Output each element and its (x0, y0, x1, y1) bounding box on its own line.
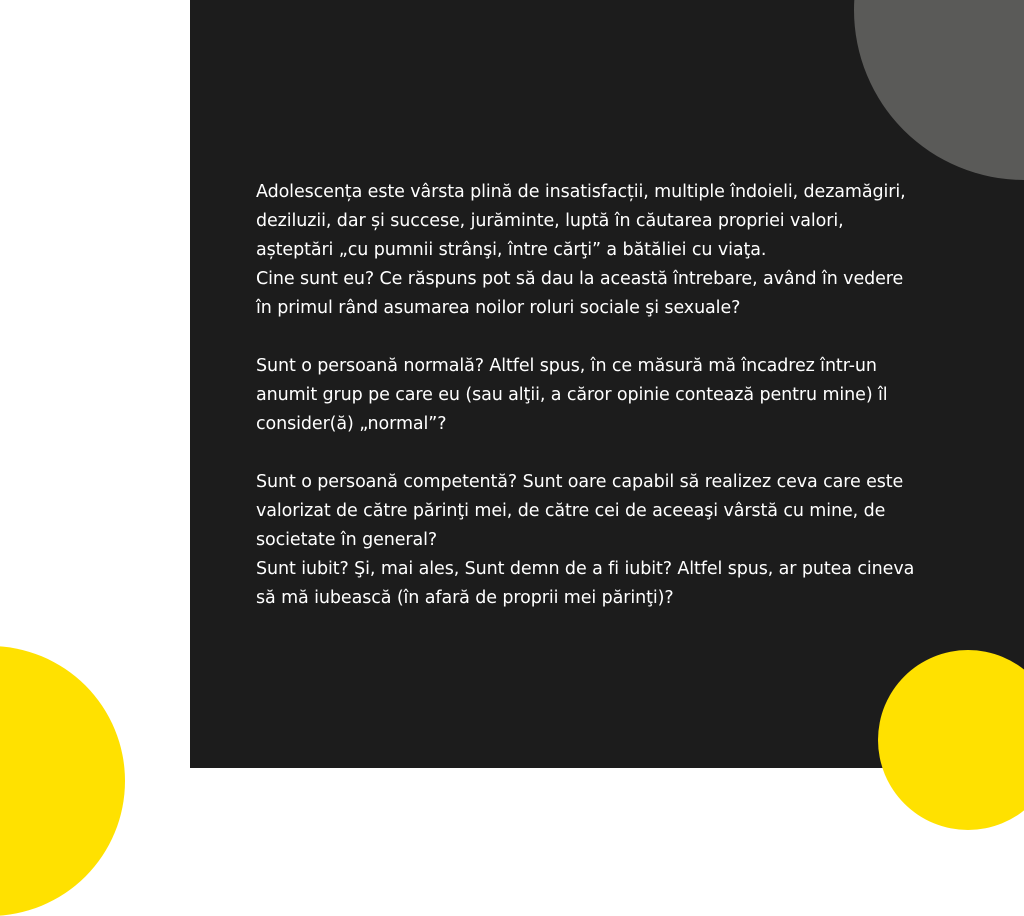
paragraph-normal: Sunt o persoană normală? Altfel spus, în ce măsură mă încadrez într-un anumit grup pe care eu (sau alţii, a căror opinie contează pentru mine) îl consider(ă) „normal”? (256, 356, 888, 434)
paragraph-adolescence: Adolescența este vârsta plină de insatisfacții, multiple îndoieli, dezamăgiri, deziluzii, dar și succese, jurăminte, luptă în căutarea propriei valori, așteptări „cu pumnii strânşi, între cărţi” a bătăliei cu viaţa. (256, 182, 906, 260)
paragraph-spacer (256, 439, 916, 468)
paragraph-competent: Sunt o persoană competentă? Sunt oare capabil să realizez ceva care este valorizat de către părinţi mei, de către cei de aceeaşi vârstă cu mine, de societate în general? (256, 472, 904, 550)
body-text-block (256, 178, 916, 613)
paragraph-loved: Sunt iubit? Şi, mai ales, Sunt demn de a fi iubit? Altfel spus, ar putea cineva să mă iubească (în afară de proprii mei părinţi)? (256, 559, 915, 608)
paragraph-who-am-i: Cine sunt eu? Ce răspuns pot să dau la această întrebare, având în vedere în primul rând asumarea noilor roluri sociale şi sexuale? (256, 269, 904, 318)
paragraph-spacer (256, 323, 916, 352)
